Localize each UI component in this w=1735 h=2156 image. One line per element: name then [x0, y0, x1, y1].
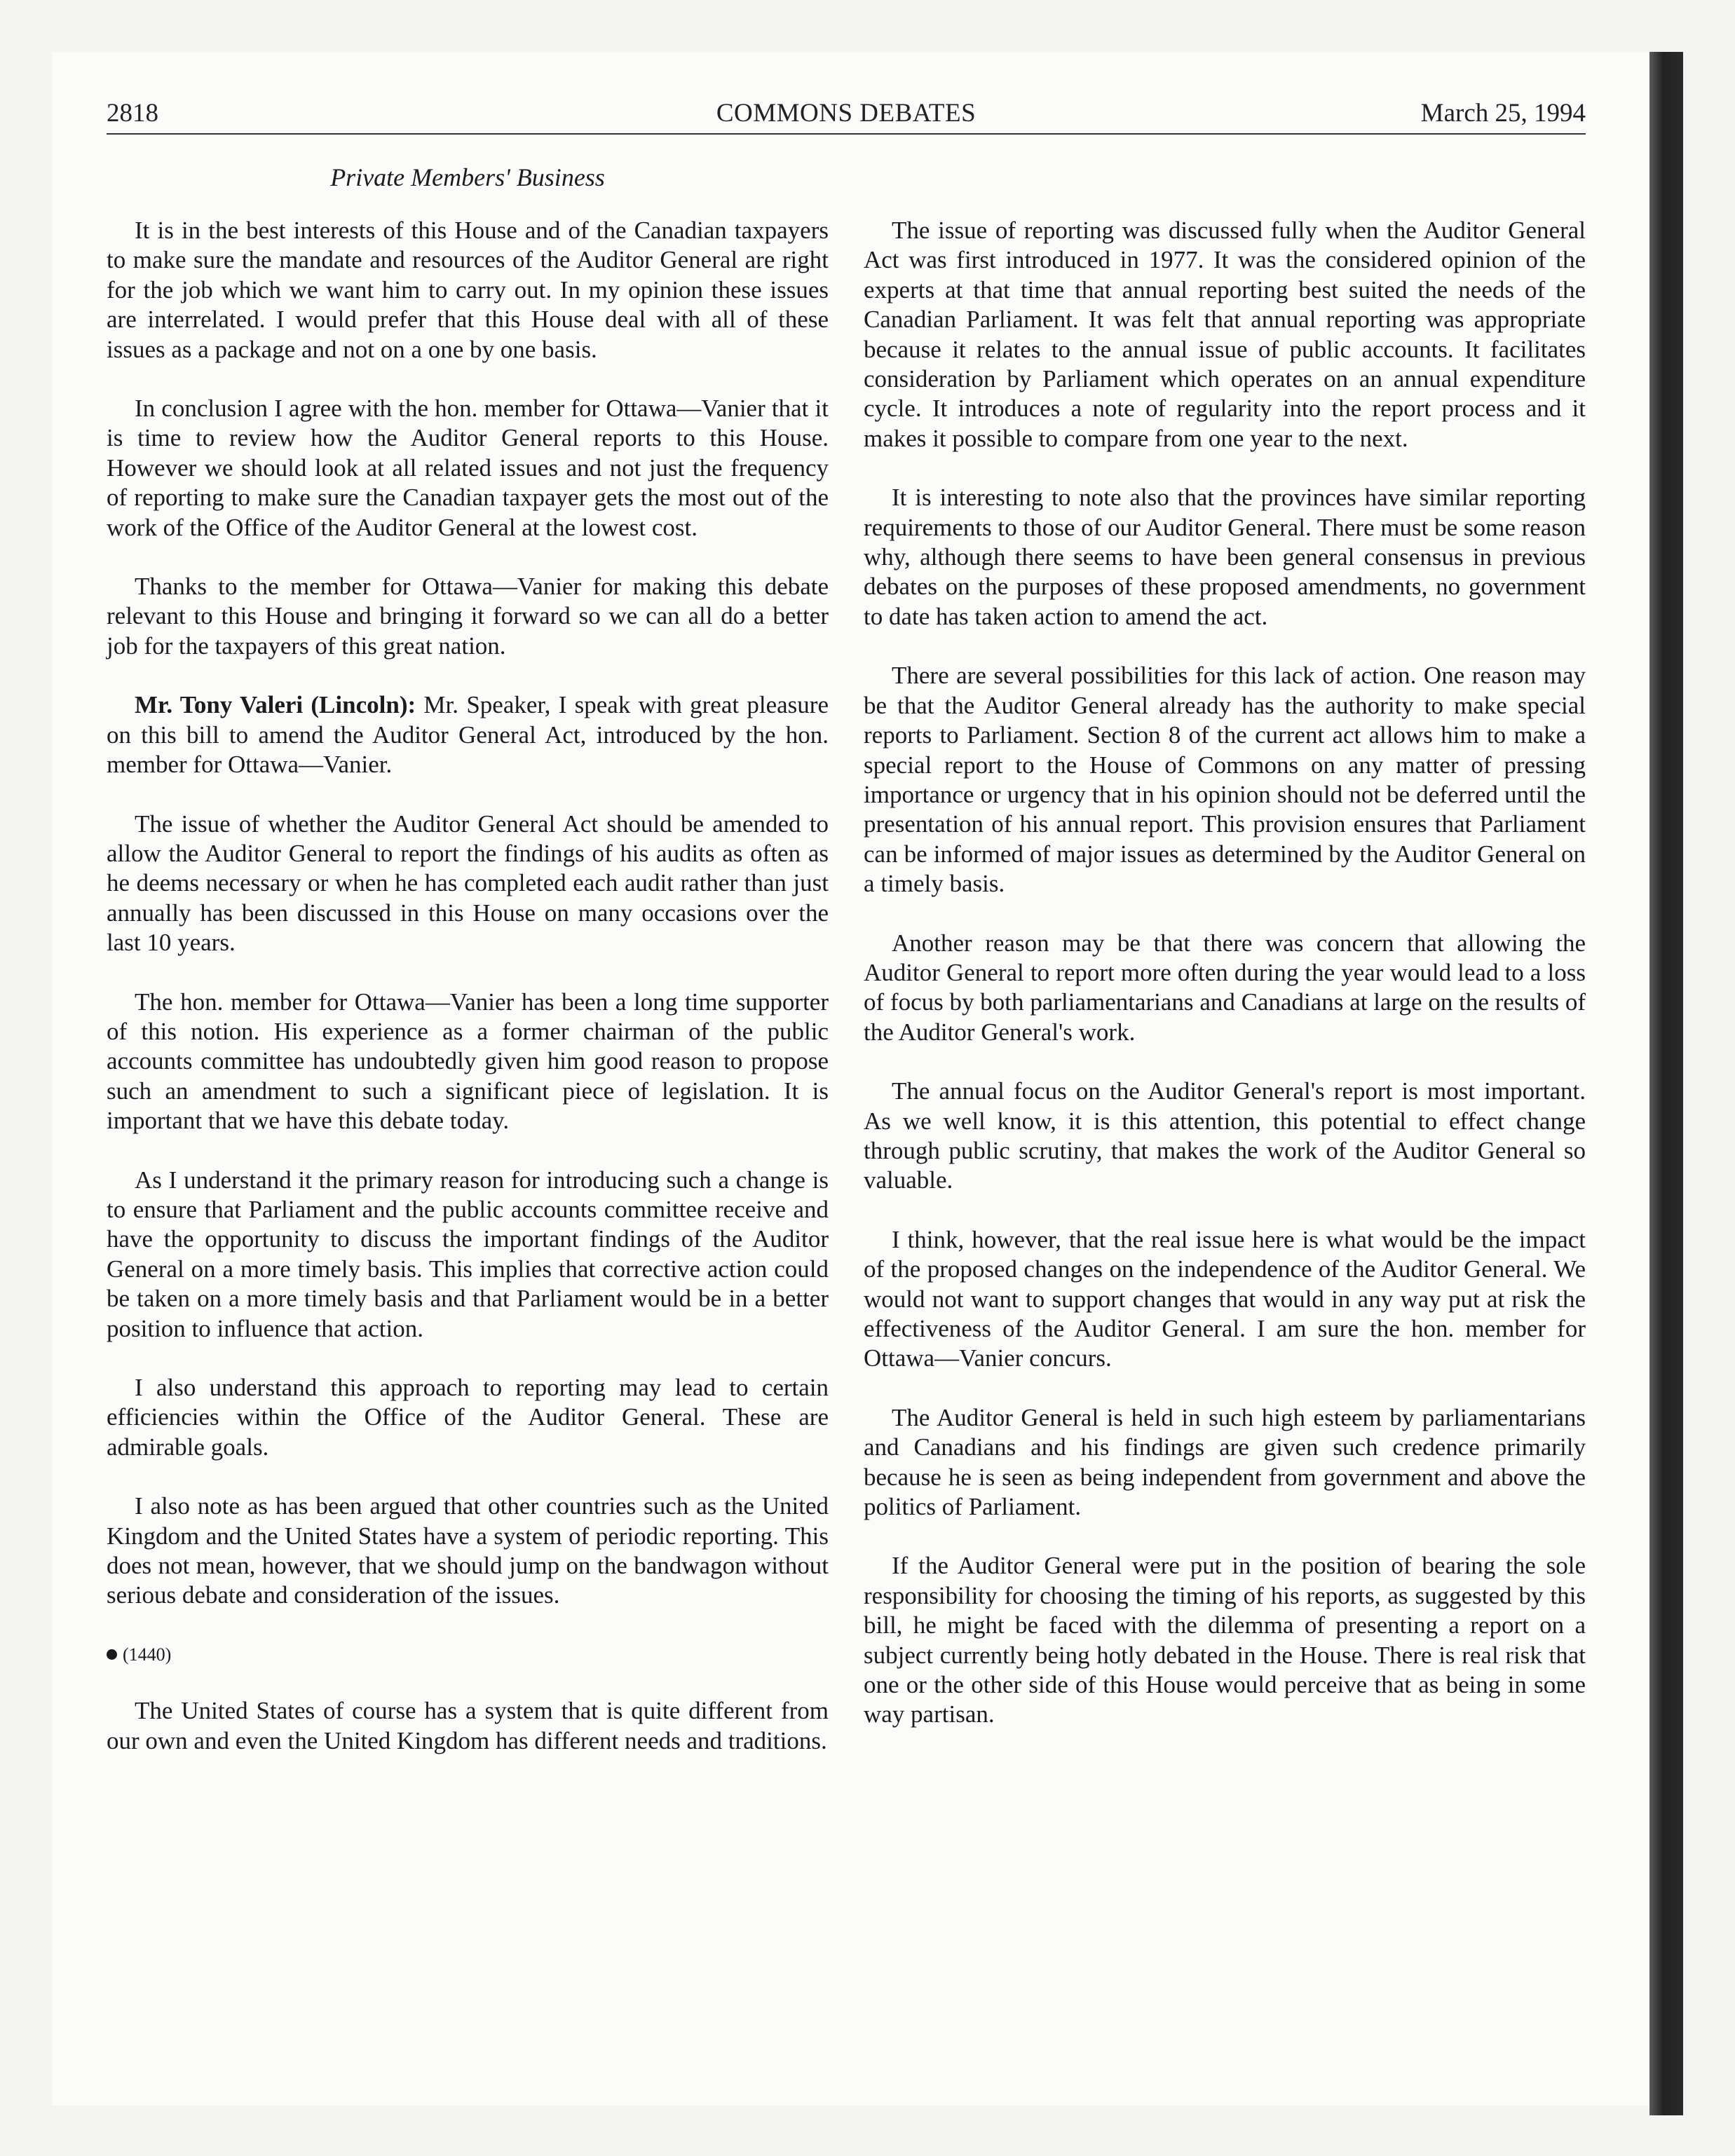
- page-header: [107, 91, 1586, 133]
- publication-date: March 25, 1994: [1420, 99, 1586, 128]
- paragraph: In conclusion I agree with the hon. member for Ottawa—Vanier that it is time to review how the Auditor General reports to this House. However we should look at all related issues and not just the frequency of reporting to make sure the Canadian taxpayer gets the most out of the work of the Office of the Auditor General at the lowest cost.: [107, 395, 829, 541]
- scan-edge-shadow: [1649, 52, 1683, 2115]
- paragraph: Another reason may be that there was concern that allowing the Auditor General to report more often during the year would lead to a loss of focus by both parliamentarians and Canadians at large on the results of the Auditor General's work.: [864, 929, 1586, 1046]
- speaker-text: Mr. Speaker, I speak with great pleasure on this bill to amend the Auditor General Act, introduced by the hon. member for Ottawa—Vanier.: [107, 691, 829, 779]
- paragraph: If the Auditor General were put in the position of bearing the sole responsibility for choosing the timing of his reports, as suggested by this bill, he might be faced with the dilemma of presenting a report on a subject currently being hotly debated in the House. There is real risk that one or the other side of this House would perceive that as being in some way partisan.: [864, 1552, 1586, 1728]
- paragraph: The Auditor General is held in such high esteem by parliamentarians and Canadians and his findings are given such credence primarily because he is seen as being independent from government and above the politics of Parliament.: [864, 1403, 1586, 1521]
- left-column: [107, 216, 829, 1785]
- right-column: [864, 216, 1586, 1759]
- paragraph: The issue of whether the Auditor General Act should be amended to allow the Auditor General to report the findings of his audits as often as he deems necessary or when he has completed each audit rather than just annually has been discussed in this House on many occasions over the last 10 years.: [107, 810, 829, 957]
- page-number: 2818: [107, 99, 158, 128]
- header-rule: [107, 133, 1586, 135]
- bullet-dot-icon: [107, 1649, 117, 1660]
- paragraph: Thanks to the member for Ottawa—Vanier for making this debate relevant to this House and bringing it forward so we can all do a better job for the taxpayers of this great nation.: [107, 573, 829, 660]
- publication-title: COMMONS DEBATES: [716, 99, 977, 128]
- time-marker: [107, 1640, 829, 1670]
- paragraph: The annual focus on the Auditor General's report is most important. As we well know, it is this attention, this potential to effect change through public scrutiny, that makes the work of the Auditor General so valuable.: [864, 1077, 1586, 1194]
- time-marker-text: (1440): [123, 1644, 172, 1665]
- paragraph: It is interesting to note also that the provinces have similar reporting requirements to those of our Auditor General. There must be some reason why, although there seems to have been general consensus in previous debates on the purposes of these proposed amendments, no government to date has taken action to amend the act.: [864, 484, 1586, 630]
- paragraph: The United States of course has a system that is quite different from our own and even the United Kingdom has different needs and traditions.: [107, 1697, 829, 1754]
- paragraph: The issue of reporting was discussed fully when the Auditor General Act was first introduced in 1977. It was the considered opinion of the experts at that time that annual reporting best suited the needs of the Canadian Parliament. It was felt that annual reporting was appropriate because it relates to the annual issue of public accounts. It facilitates consideration by Parliament which operates on an annual expenditure cycle. It introduces a note of regularity into the report process and it makes it possible to compare from one year to the next.: [864, 217, 1586, 452]
- section-title: Private Members' Business: [330, 163, 605, 191]
- paragraph: [107, 690, 829, 779]
- paragraph: It is in the best interests of this House and of the Canadian taxpayers to make sure the mandate and resources of the Auditor General are right for the job which we want him to carry out. In my opinion these issues are interrelated. I would prefer that this House deal with all of these issues as a package and not on a one by one basis.: [107, 217, 829, 363]
- paragraph: I think, however, that the real issue here is what would be the impact of the proposed changes on the independence of the Auditor General. We would not want to support changes that would in any way put at risk the effectiveness of the Auditor General. I am sure the hon. member for Ottawa—Vanier concurs.: [864, 1225, 1586, 1372]
- speaker-name: Mr. Tony Valeri (Lincoln):: [135, 691, 416, 719]
- paragraph: There are several possibilities for this lack of action. One reason may be that the Auditor General already has the authority to make special reports to Parliament. Section 8 of the current act allows him to make a special report to the House of Commons on any matter of pressing importance or urgency that in his opinion should not be deferred until the presentation of his annual report. This provision ensures that Parliament can be informed of major issues as determined by the Auditor General on a timely basis.: [864, 662, 1586, 898]
- paragraph: I also note as has been argued that other countries such as the United Kingdom and the United States have a system of periodic reporting. This does not mean, however, that we should jump on the bandwagon without serious debate and consideration of the issues.: [107, 1492, 829, 1609]
- paragraph: The hon. member for Ottawa—Vanier has been a long time supporter of this notion. His experience as a former chairman of the public accounts committee has undoubtedly given him good reason to propose such an amendment to such a significant piece of legislation. It is important that we have this debate today.: [107, 988, 829, 1135]
- paragraph: As I understand it the primary reason for introducing such a change is to ensure that Parliament and the public accounts committee receive and have the opportunity to discuss the important findings of the Auditor General on a more timely basis. This implies that corrective action could be taken on a more timely basis and that Parliament would be in a better position to influence that action.: [107, 1166, 829, 1342]
- paragraph: I also understand this approach to reporting may lead to certain efficiencies within the Office of the Auditor General. These are admirable goals.: [107, 1374, 829, 1461]
